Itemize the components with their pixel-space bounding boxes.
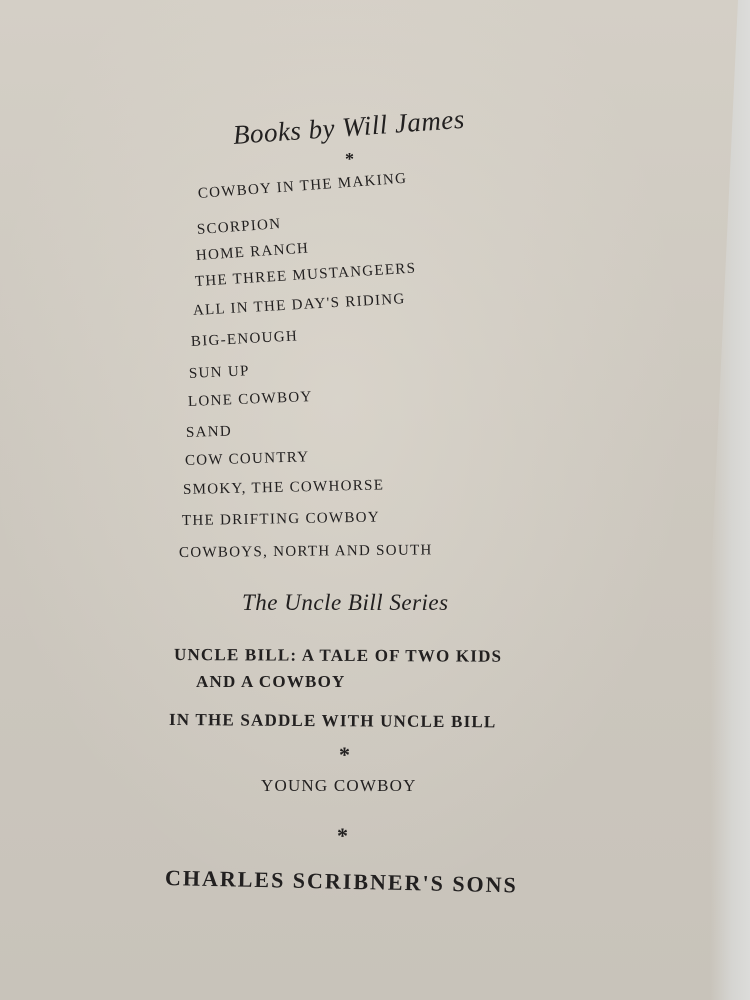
- book-title: COWBOYS, NORTH AND SOUTH: [178, 542, 433, 561]
- book-title: COW COUNTRY: [184, 449, 310, 469]
- series-heading: The Uncle Bill Series: [242, 590, 449, 615]
- series-book-title: UNCLE BILL: A TALE OF TWO KIDS: [173, 645, 503, 666]
- page-heading: Books by Will James: [231, 103, 466, 150]
- book-title: COWBOY IN THE MAKING: [197, 170, 408, 202]
- book-title: SCORPION: [196, 216, 282, 238]
- book-title: THE DRIFTING COWBOY: [181, 509, 381, 529]
- separator-asterisk: *: [337, 823, 348, 848]
- book-title: HOME RANCH: [195, 240, 310, 264]
- other-book-title: YOUNG COWBOY: [261, 776, 417, 795]
- book-title: SMOKY, THE COWHORSE: [182, 477, 385, 498]
- book-title: THE THREE MUSTANGEERS: [194, 260, 417, 290]
- book-title: BIG-ENOUGH: [190, 328, 299, 350]
- series-book-title-continued: AND A COWBOY: [196, 672, 346, 691]
- book-title: LONE COWBOY: [187, 389, 313, 410]
- separator-asterisk: *: [339, 742, 350, 767]
- series-book-title: IN THE SADDLE WITH UNCLE BILL: [168, 710, 497, 732]
- separator-asterisk: *: [345, 149, 354, 169]
- book-title: SAND: [185, 423, 233, 441]
- publisher-name: CHARLES SCRIBNER'S SONS: [164, 865, 519, 898]
- book-title: ALL IN THE DAY'S RIDING: [192, 291, 406, 319]
- book-title: SUN UP: [188, 363, 251, 382]
